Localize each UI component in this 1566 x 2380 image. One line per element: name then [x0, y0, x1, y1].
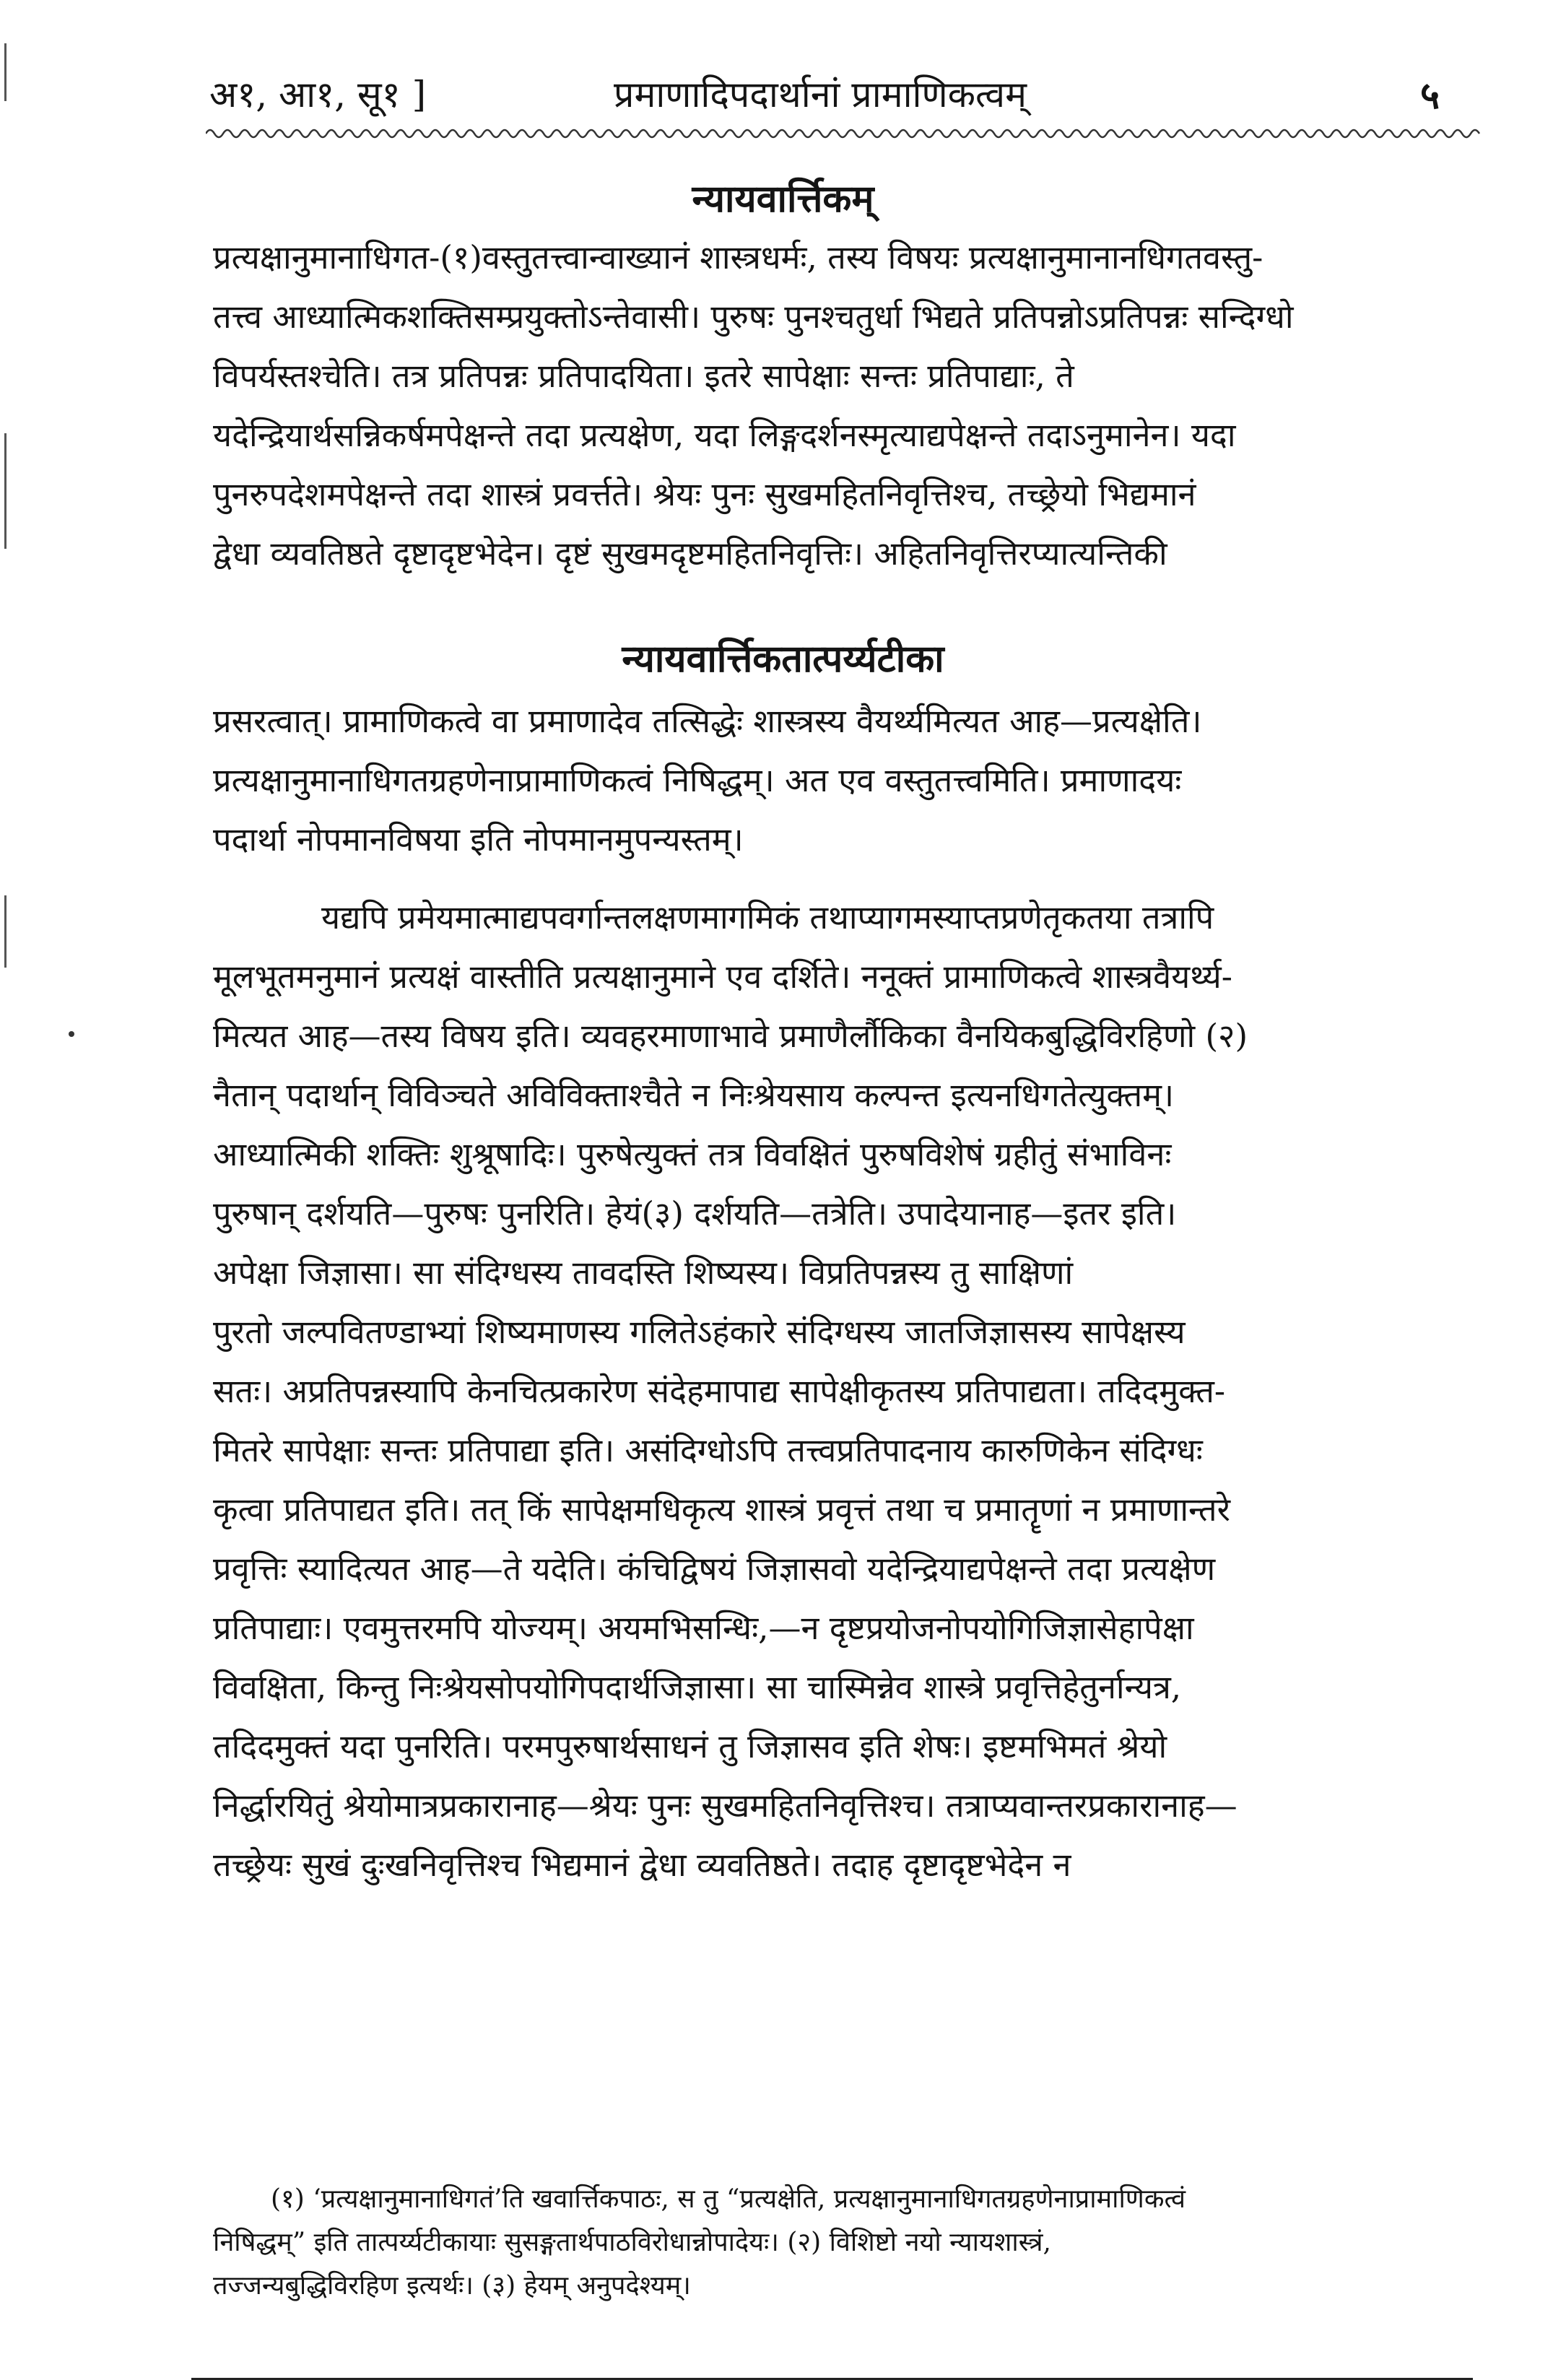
text-line: पदार्था नोपमानविषया इति नोपमानमुपन्यस्तम्।	[213, 820, 744, 859]
tika-paragraph-2	[213, 888, 1473, 1895]
text-line: तत्त्व आध्यात्मिकशक्तिसम्प्रयुक्तोऽन्तेवासी। पुरुषः पुनश्चतुर्धा भिद्यते प्रतिपन्नोऽप्रतिपन्नः सन्दिग्धो	[213, 298, 1294, 336]
page-number: ५	[1419, 74, 1440, 118]
text-line: प्रवृत्तिः स्यादित्यत आह—ते यदेति। कंचिद्विषयं जिज्ञासवो यदेन्द्रियाद्यपेक्षन्ते तदा प्रत्यक्षेण	[213, 1550, 1216, 1588]
header-reference: अ१, आ१, सू१ ]	[209, 74, 427, 116]
scan-margin-mark	[4, 895, 6, 968]
header-title: प्रमाणादिपदार्थानां प्रामाणिकत्वम्	[614, 74, 1027, 116]
footnotes	[213, 2178, 1473, 2308]
text-line: प्रतिपाद्याः। एवमुत्तरमपि योज्यम्। अयमभिसन्धिः,—न दृष्टप्रयोजनोपयोगिजिज्ञासेहापेक्षा	[213, 1609, 1194, 1647]
footnote-line: निषिद्धम्” इति तात्पर्य्यटीकायाः सुसङ्गतार्थपाठविरोधान्नोपादेयः। (२) विशिष्टो नयो न्यायशास्त्रं,	[213, 2228, 1051, 2257]
text-line: यद्यपि प्रमेयमात्माद्यपवर्गान्तलक्षणमागमिकं तथाप्यागमस्याप्तप्रणेतृकतया तत्रापि	[321, 898, 1214, 937]
text-line: सतः। अप्रतिपन्नस्यापि केनचित्प्रकारेण संदेहमापाद्य सापेक्षीकृतस्य प्रतिपाद्यता। तदिदमुक्त-	[213, 1372, 1226, 1410]
text-line: प्रत्यक्षानुमानाधिगत-(१)वस्तुतत्त्वान्वाख्यानं शास्त्रधर्मः, तस्य विषयः प्रत्यक्षानुमानानधिगतवस्तु-	[213, 238, 1263, 277]
text-line: आध्यात्मिकी शक्तिः शुश्रूषादिः। पुरुषेत्युक्तं तत्र विवक्षितं पुरुषविशेषं ग्रहीतुं संभाविनः	[213, 1135, 1172, 1173]
tika-paragraph-1	[213, 692, 1473, 869]
vartika-text	[213, 228, 1473, 583]
text-line: प्रसरत्वात्। प्रामाणिकत्वे वा प्रमाणादेव तत्सिद्धेः शास्त्रस्य वैयर्थ्यमित्यत आह—प्रत्यक्षेति।	[213, 702, 1202, 740]
text-line: मूलभूतमनुमानं प्रत्यक्षं वास्तीति प्रत्यक्षानुमाने एव दर्शिते। ननूक्तं प्रामाणिकत्वे शास्त्रवैयर्थ्य-	[213, 957, 1232, 996]
text-line: मितरे सापेक्षाः सन्तः प्रतिपाद्या इति। असंदिग्धोऽपि तत्त्वप्रतिपादनाय कारुणिकेन संदिग्धः	[213, 1431, 1203, 1469]
text-line: अपेक्षा जिज्ञासा। सा संदिग्धस्य तावदस्ति शिष्यस्य। विप्रतिपन्नस्य तु साक्षिणां	[213, 1254, 1074, 1292]
text-line: कृत्वा प्रतिपाद्यत इति। तत् किं सापेक्षमधिकृत्य शास्त्रं प्रवृत्तं तथा च प्रमातॄणां न प्रमाणान्तरे	[213, 1490, 1230, 1529]
text-line: विपर्यस्तश्चेति। तत्र प्रतिपन्नः प्रतिपादयिता। इतरे सापेक्षाः सन्तः प्रतिपाद्याः, ते	[213, 357, 1074, 395]
text-line: पुरुषान् दर्शयति—पुरुषः पुनरिति। हेयं(३) दर्शयति—तत्रेति। उपादेयानाह—इतर इति।	[213, 1194, 1177, 1233]
text-line: यदेन्द्रियार्थसन्निकर्षमपेक्षन्ते तदा प्रत्यक्षेण, यदा लिङ्गदर्शनस्मृत्याद्यपेक्षन्ते तदाऽनुमानेन। यदा	[213, 416, 1236, 454]
text-line: विवक्षिता, किन्तु निःश्रेयसोपयोगिपदार्थजिज्ञासा। सा चास्मिन्नेव शास्त्रे प्रवृत्तिहेतुर्नान्यत्र,	[213, 1668, 1182, 1706]
text-line: नैतान् पदार्थान् विविञ्चते अविविक्ताश्चैते न निःश्रेयसाय कल्पन्त इत्यनधिगतेत्युक्तम्।	[213, 1076, 1175, 1114]
wavy-divider	[206, 124, 1484, 143]
scan-margin-mark	[4, 43, 6, 101]
text-line: मित्यत आह—तस्य विषय इति। व्यवहरमाणाभावे प्रमाणैर्लौकिका वैनयिकबुद्धिविरहिणो (२)	[213, 1017, 1248, 1055]
scan-dot	[69, 1031, 74, 1037]
tika-title: न्यायवार्त्तिकतात्पर्य्यटीका	[622, 637, 944, 681]
text-line: पुरतो जल्पवितण्डाभ्यां शिष्यमाणस्य गलितेऽहंकारे संदिग्धस्य जातजिज्ञासस्य सापेक्षस्य	[213, 1313, 1186, 1351]
text-line: द्वेधा व्यवतिष्ठते दृष्टादृष्टभेदेन। दृष्टं सुखमदृष्टमहितनिवृत्तिः। अहितनिवृत्तिरप्यात्यन्तिकी	[213, 534, 1167, 573]
text-line: प्रत्यक्षानुमानाधिगतग्रहणेनाप्रामाणिकत्वं निषिद्धम्। अत एव वस्तुतत्त्वमिति। प्रमाणादयः	[213, 761, 1182, 799]
vartika-title: न्यायवार्त्तिकम्	[692, 177, 874, 221]
footnote-line: (१) ‘प्रत्यक्षानुमानाधिगतं’ति खवार्त्तिकपाठः, स तु “प्रत्यक्षेति, प्रत्यक्षानुमानाधिगतग्रहणेनाप्रामाणिकत्वं	[271, 2184, 1186, 2214]
text-line: तदिदमुक्तं यदा पुनरिति। परमपुरुषार्थसाधनं तु जिज्ञासव इति शेषः। इष्टमभिमतं श्रेयो	[213, 1727, 1167, 1766]
scan-margin-mark	[4, 433, 6, 549]
text-line: निर्द्धारयितुं श्रेयोमात्रप्रकारानाह—श्रेयः पुनः सुखमहितनिवृत्तिश्च। तत्राप्यवान्तरप्रकारानाह—	[213, 1786, 1237, 1825]
text-line: तच्छ्रेयः सुखं दुःखनिवृत्तिश्च भिद्यमानं द्वेधा व्यवतिष्ठते। तदाह दृष्टादृष्टभेदेन न	[213, 1846, 1071, 1884]
text-line: पुनरुपदेशमपेक्षन्ते तदा शास्त्रं प्रवर्त्तते। श्रेयः पुनः सुखमहितनिवृत्तिश्च, तच्छ्रेयो भिद्यमानं	[213, 475, 1196, 513]
footnote-line: तज्जन्यबुद्धिविरहिण इत्यर्थः। (३) हेयम् अनुपदेश्यम्।	[213, 2271, 691, 2301]
